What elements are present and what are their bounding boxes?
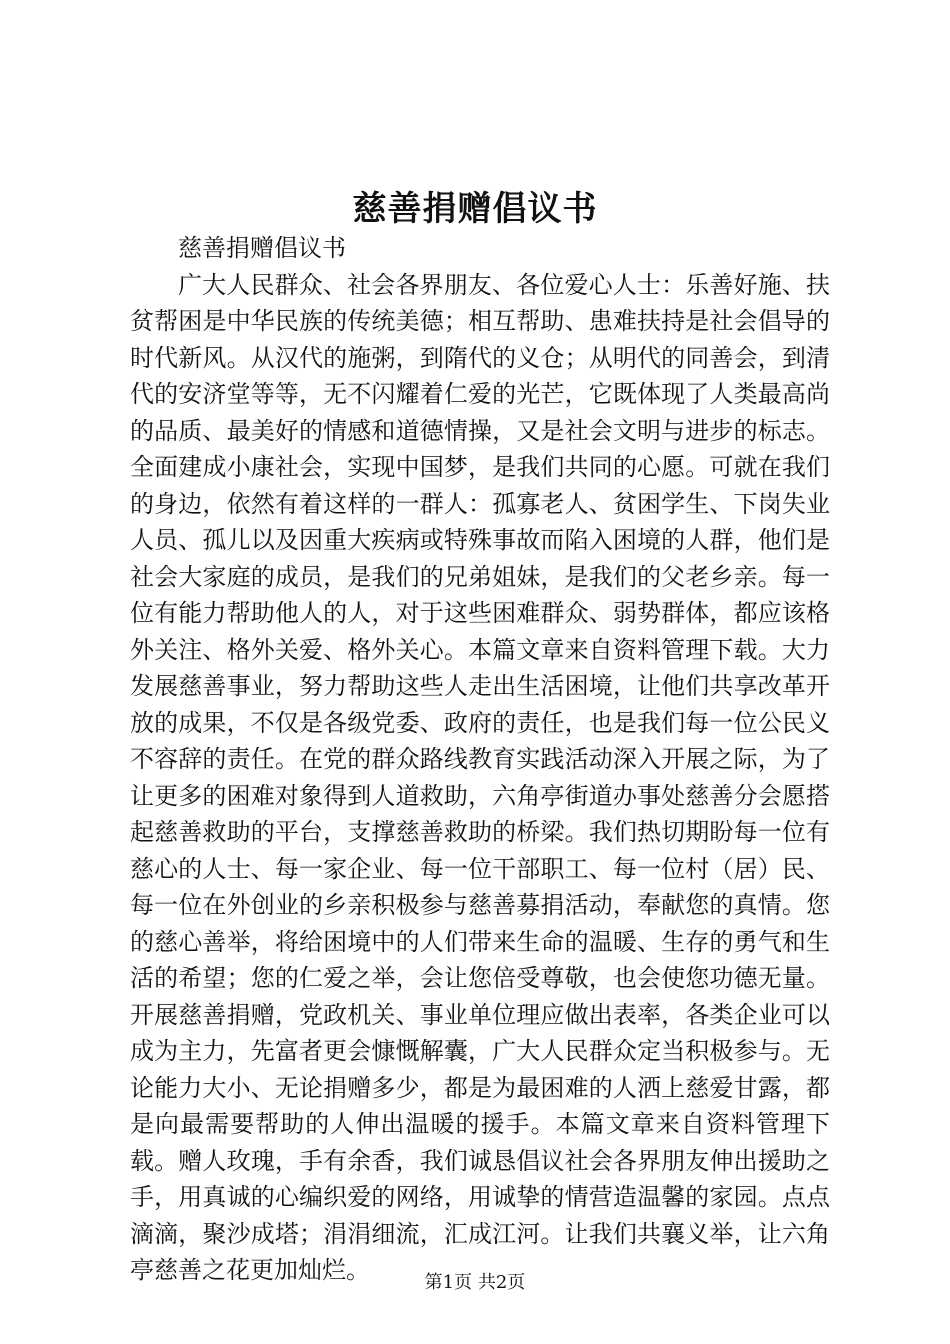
page-footer xyxy=(0,1270,950,1296)
body-paragraph: 广大人民群众、社会各界朋友、各位爱心人士：乐善好施、扶贫帮困是中华民族的传统美德；相互帮助、患难扶持是社会倡导的时代新风。从汉代的施粥，到隋代的义仓；从明代的同善会，到清代的安济堂等等，无不闪耀着仁爱的光芒，它既体现了人类最高尚的品质、最美好的情感和道德情操，又是社会文明与进步的标志。全面建成小康社会，实现中国梦，是我们共同的心愿。可就在我们的身边，依然有着这样的一群人：孤寡老人、贫困学生、下岗失业人员、孤儿以及因重大疾病或特殊事故而陷入困境的人群，他们是社会大家庭的成员，是我们的兄弟姐妹，是我们的父老乡亲。每一位有能力帮助他人的人，对于这些困难群众、弱势群体，都应该格外关注、格外关爱、格外关心。本篇文章来自资料管理下载。大力发展慈善事业，努力帮助这些人走出生活困境，让他们共享改革开放的成果，不仅是各级党委、政府的责任，也是我们每一位公民义不容辞的责任。在党的群众路线教育实践活动深入开展之际，为了让更多的困难对象得到人道救助，六角亭街道办事处慈善分会愿搭起慈善救助的平台，支撑慈善救助的桥梁。我们热切期盼每一位有慈心的人士、每一家企业、每一位干部职工、每一位村（居）民、每一位在外创业的乡亲积极参与慈善募捐活动，奉献您的真情。您的慈心善举，将给困境中的人们带来生命的温暖、生存的勇气和生活的希望；您的仁爱之举，会让您倍受尊敬，也会使您功德无量。开展慈善捐赠，党政机关、事业单位理应做出表率，各类企业可以成为主力，先富者更会慷慨解囊，广大人民群众定当积极参与。无论能力大小、无论捐赠多少，都是为最困难的人洒上慈爱甘露，都是向最需要帮助的人伸出温暖的援手。本篇文章来自资料管理下载。赠人玫瑰，手有余香，我们诚恳倡议社会各界朋友伸出援助之手，用真诚的心编织爱的网络，用诚挚的情营造温馨的家园。点点滴滴，聚沙成塔；涓涓细流，汇成江河。让我们共襄义举，让六角亭慈善之花更加灿烂。 xyxy=(130,270,830,1284)
document-subtitle: 慈善捐赠倡议书 xyxy=(178,234,346,262)
document-body xyxy=(130,230,830,1289)
document-title: 慈善捐赠倡议书 xyxy=(352,189,598,229)
page-number: 第1页 共2页 xyxy=(424,1272,526,1293)
